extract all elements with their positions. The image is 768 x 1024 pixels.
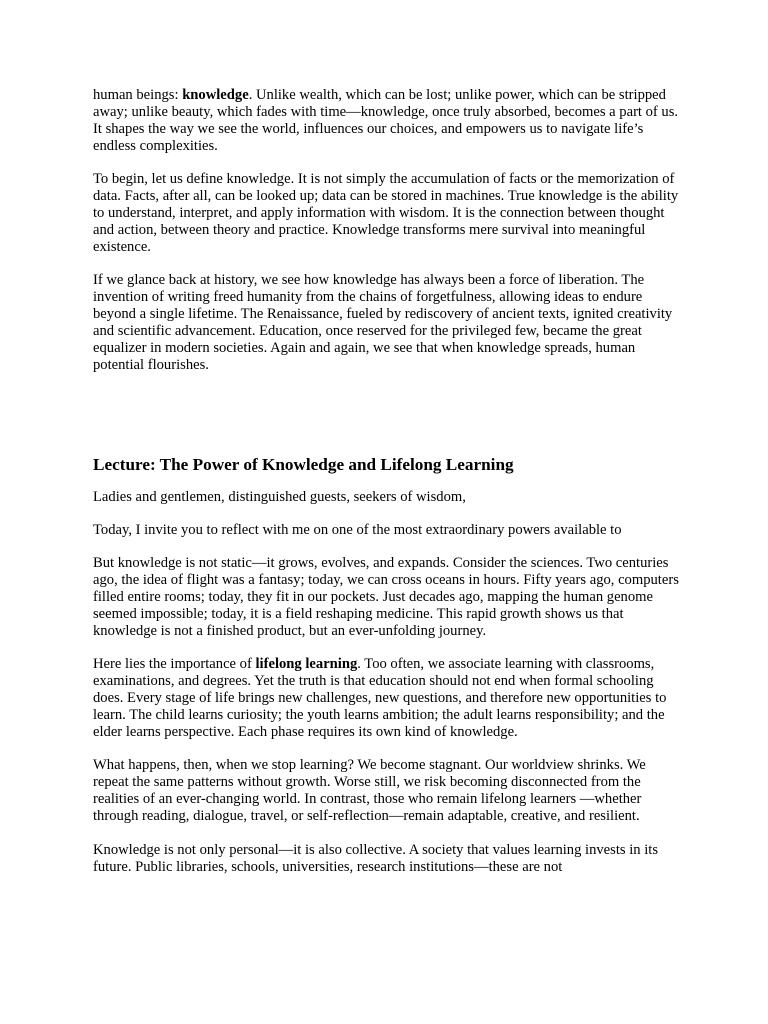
paragraph-text: human beings: [93,87,183,103]
paragraph-collective: Knowledge is not only personal—it is also collective. A society that values learning invests in its future. Public libraries, schools, universities, research institutions—these are not [93,841,659,875]
paragraph-greeting: Ladies and gentlemen, distinguished guests, seekers of wisdom, [93,488,466,505]
paragraph-knowledge-intro [93,87,683,155]
paragraph-invite: Today, I invite you to reflect with me on one of the most extraordinary powers available to [93,522,622,538]
paragraph-define-knowledge: To begin, let us define knowledge. It is not simply the accumulation of facts or the memorization of data. Facts, after all, can be looked up; data can be stored in machines. True knowledge is the ability to understand, interpret, and apply information with wisdom. It is the connection between thought and action, between theory and practice. Knowledge transforms mere survival into meaningful existence. [93,171,679,255]
bold-term: knowledge [182,87,249,103]
paragraph-text: . Unlike wealth, which can be lost; unlike power, which can be stripped away; unlike beauty, which fades with time—knowledge, once truly absorbed, becomes a part of us. It shapes the way we see the world, influences our choices, and empowers us to navigate life’s endless complexities. [93,87,679,154]
document-page [93,87,683,875]
paragraph-not-static: But knowledge is not static—it grows, evolves, and expands. Consider the sciences. Two centuries ago, the idea of flight was a fantasy; today, we can cross oceans in hours. Fifty years ago, computers filled entire rooms; today, they fit in our pockets. Just decades ago, mapping the human genome seemed impossible; today, it is a field reshaping medicine. This rapid growth shows us that knowledge is not a finished product, but an ever-unfolding journey. [93,555,679,640]
paragraph-lifelong-learning [93,656,683,741]
bold-term: lifelong learning [255,656,358,673]
paragraph-text: . Too often, we associate learning with classrooms, examinations, and degrees. Yet the truth is that education should not end when formal schooling does. Every stage of life brings new challenges, new questions, and therefore new opportunities to learn. The child learns curiosity; the youth learns ambition; the adult learns responsibility; and the elder learns perspective. Each phase requires its own kind of knowledge. [93,656,667,741]
paragraph-stop-learning: What happens, then, when we stop learning? We become stagnant. Our worldview shrinks. We repeat the same patterns without growth. Worse still, we risk becoming disconnected from the realities of an ever-changing world. In contrast, those who remain lifelong learners —whether through reading, dialogue, travel, or self-reflection—remain adaptable, creative, and resilient. [93,757,646,825]
paragraph-history: If we glance back at history, we see how knowledge has always been a force of liberation. The invention of writing freed humanity from the chains of forgetfulness, allowing ideas to endure beyond a single lifetime. The Renaissance, fueled by rediscovery of ancient texts, ignited creativity and scientific advancement. Education, once reserved for the privileged few, became the great equalizer in modern societies. Again and again, we see that when knowledge spreads, human potential flourishes. [93,272,673,373]
lecture-heading: Lecture: The Power of Knowledge and Lifelong Learning [93,454,514,474]
paragraph-text: Here lies the importance of [93,656,256,673]
